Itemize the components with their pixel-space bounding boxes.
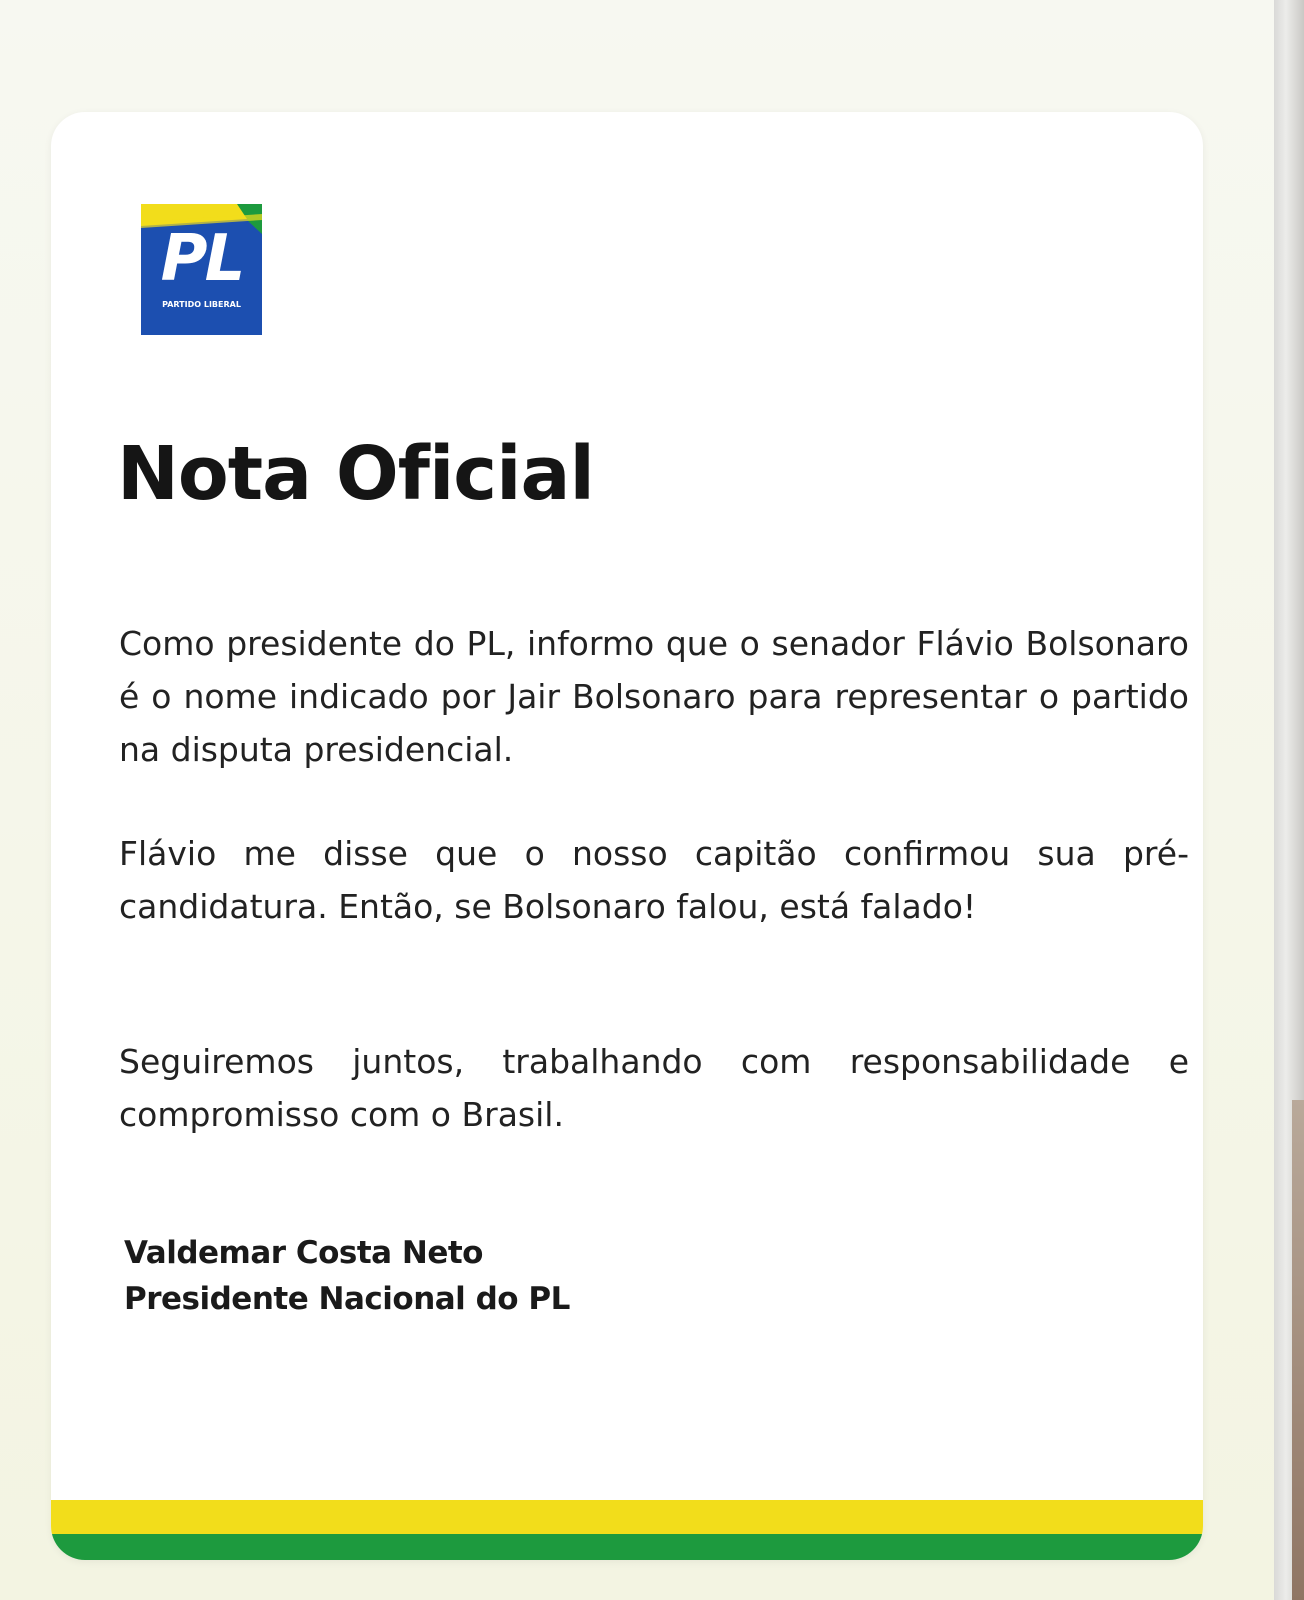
official-note-card bbox=[51, 112, 1203, 1560]
note-paragraph-3: Seguiremos juntos, trabalhando com responsabilidade e compromisso com o Brasil. bbox=[119, 1042, 1189, 1134]
background-edge-shadow bbox=[1292, 1100, 1304, 1600]
signature-block bbox=[124, 1230, 570, 1322]
note-title: Nota Oficial bbox=[117, 431, 594, 517]
logo-caption: PARTIDO LIBERAL bbox=[162, 300, 241, 309]
signature-role: Presidente Nacional do PL bbox=[124, 1281, 570, 1317]
background-edge bbox=[1274, 0, 1304, 1600]
note-paragraph-1: Como presidente do PL, informo que o senador Flávio Bolsonaro é o nome indicado por Jair Bolsonaro para representar o partido na disputa presidencial. bbox=[119, 624, 1189, 769]
logo-letters: PL bbox=[160, 222, 243, 296]
note-paragraph-2: Flávio me disse que o nosso capitão confirmou sua pré-candidatura. Então, se Bolsonaro falou, está falado! bbox=[119, 834, 1189, 926]
footer-stripe-yellow bbox=[51, 1500, 1203, 1534]
footer-stripe-green bbox=[51, 1534, 1203, 1560]
signature-name: Valdemar Costa Neto bbox=[124, 1235, 483, 1271]
pl-party-logo bbox=[141, 204, 262, 335]
